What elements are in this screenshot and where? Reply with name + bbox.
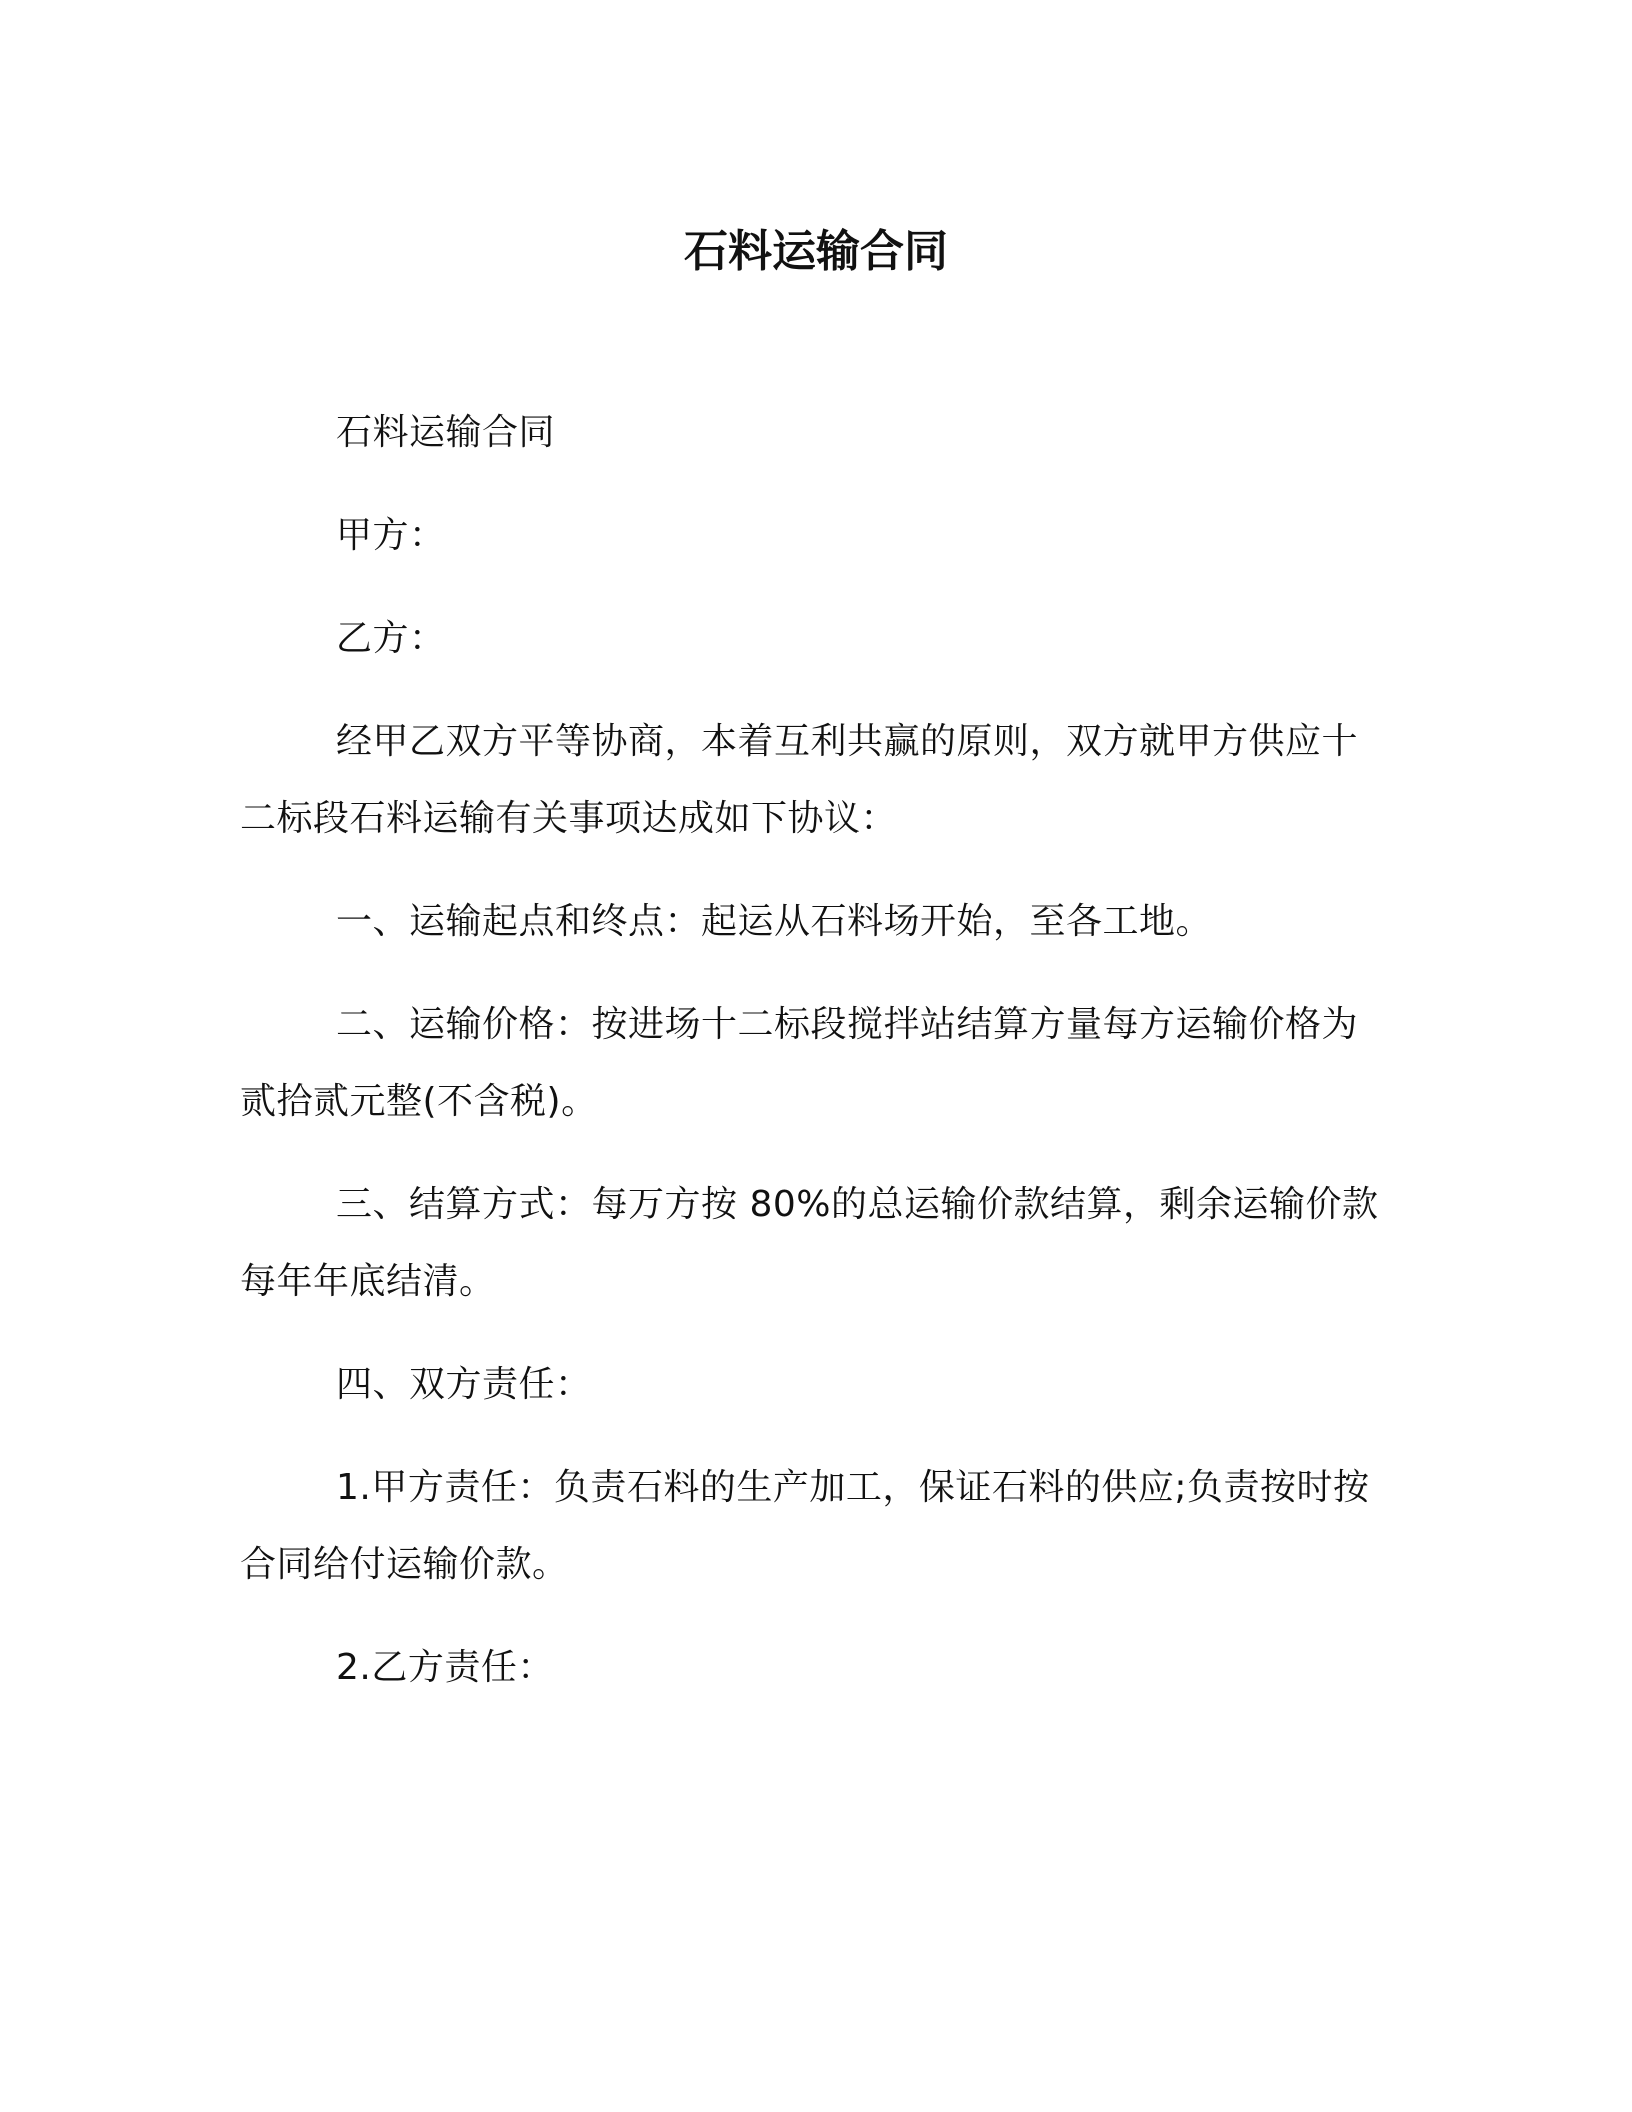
document-body [240, 394, 1380, 1732]
paragraph-preamble: 经甲乙双方平等协商，本着互利共赢的原则，双方就甲方供应十二标段石料运输有关事项达成如下协议： [240, 721, 1359, 839]
paragraph-clause-4: 四、双方责任： [336, 1364, 592, 1405]
paragraph-clause-3: 三、结算方式：每万方按 80%的总运输价款结算，剩余运输价款每年年底结清。 [240, 1184, 1379, 1302]
paragraph-party-b: 乙方： [336, 618, 446, 659]
paragraph-clause-2: 二、运输价格：按进场十二标段搅拌站结算方量每方运输价格为贰拾贰元整(不含税)。 [240, 1004, 1359, 1122]
paragraph-heading: 石料运输合同 [336, 412, 556, 453]
document-title: 石料运输合同 [684, 226, 948, 277]
paragraph-clause-4-1: 1.甲方责任：负责石料的生产加工，保证石料的供应;负责按时按合同给付运输价款。 [240, 1467, 1370, 1585]
paragraph-party-a: 甲方： [336, 515, 446, 556]
paragraph-clause-4-2: 2.乙方责任： [336, 1647, 554, 1688]
paragraph-clause-1: 一、运输起点和终点：起运从石料场开始，至各工地。 [336, 901, 1213, 942]
